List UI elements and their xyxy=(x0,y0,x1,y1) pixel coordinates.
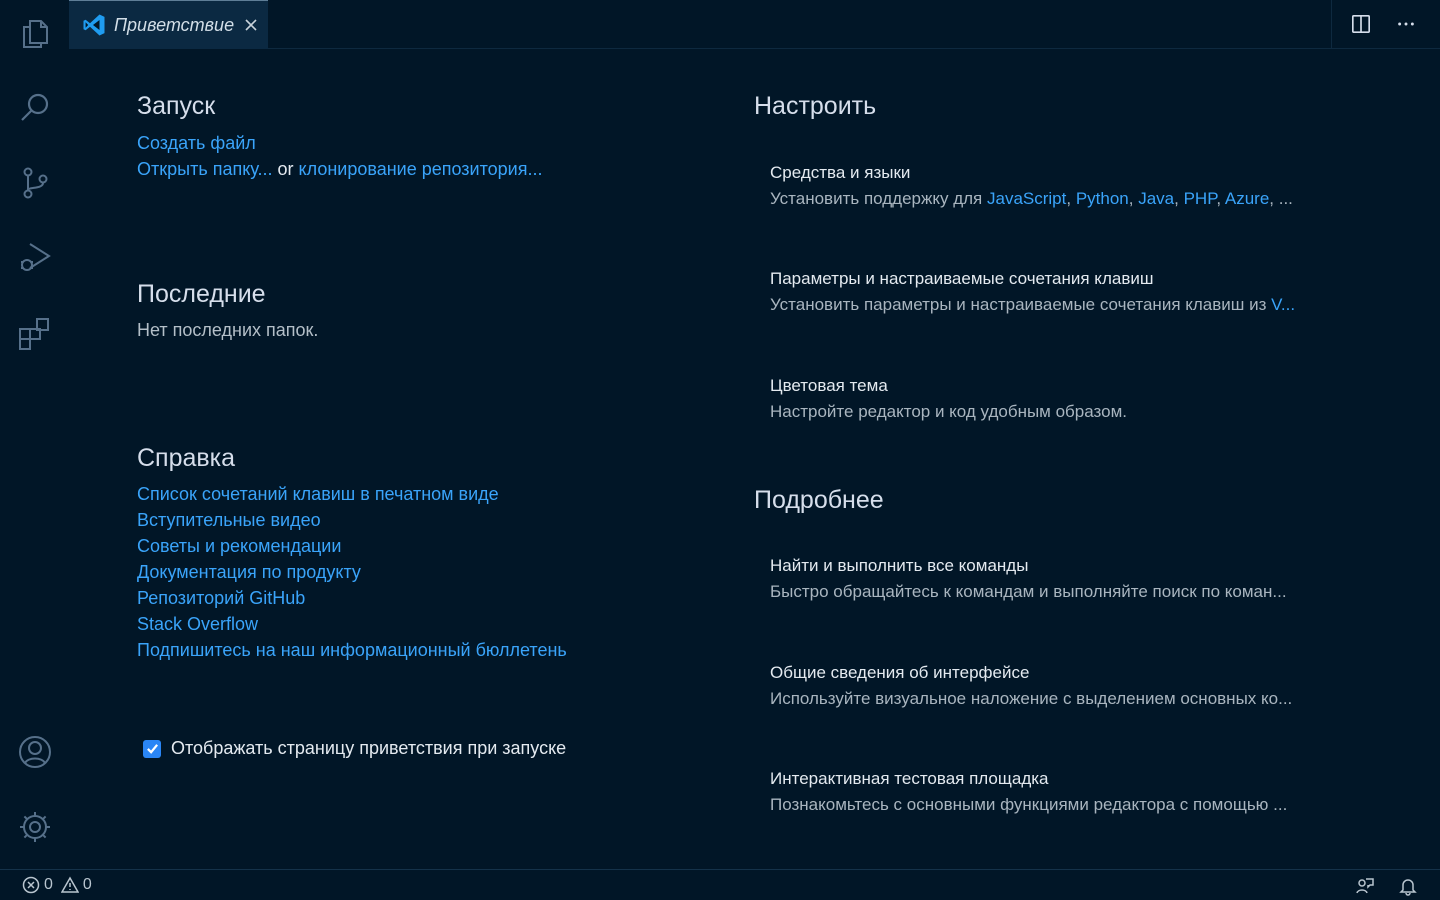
help-link-docs[interactable]: Документация по продукту xyxy=(137,562,361,582)
tab-welcome[interactable] xyxy=(69,0,268,49)
help-title: Справка xyxy=(137,444,236,472)
learn-title: Подробнее xyxy=(754,486,884,514)
search-icon[interactable] xyxy=(0,84,69,132)
notifications-bell-icon[interactable] xyxy=(1398,876,1418,896)
lang-link-python[interactable]: Python xyxy=(1075,189,1129,208)
more-actions-icon[interactable] xyxy=(1395,13,1417,35)
show-welcome-on-startup[interactable] xyxy=(143,738,566,759)
help-link-shortcuts[interactable]: Список сочетаний клавиш в печатном виде xyxy=(137,484,499,504)
learn-card-interface[interactable] xyxy=(770,660,1370,712)
card-title: Найти и выполнить все команды xyxy=(770,556,1029,575)
customize-card-keybindings[interactable] xyxy=(770,266,1370,318)
help-links xyxy=(137,483,567,665)
clone-repo-link[interactable]: клонирование репозитория... xyxy=(298,159,543,179)
card-desc xyxy=(770,292,1370,318)
close-icon[interactable] xyxy=(244,18,258,32)
lang-link-azure[interactable]: Azure xyxy=(1224,189,1270,208)
learn-card-commands[interactable] xyxy=(770,553,1370,605)
explorer-icon[interactable] xyxy=(0,10,69,58)
card-title: Интерактивная тестовая площадка xyxy=(770,769,1049,788)
error-icon xyxy=(22,876,40,894)
activity-bar xyxy=(0,0,69,869)
open-folder-link[interactable]: Открыть папку... xyxy=(137,159,273,179)
status-bar xyxy=(0,869,1440,900)
card-title: Средства и языки xyxy=(770,163,911,182)
card-desc-suffix: , ... xyxy=(1269,189,1293,208)
card-title: Параметры и настраиваемые сочетания клавиш xyxy=(770,269,1154,288)
card-desc: Быстро обращайтесь к командам и выполняйте поиск по коман... xyxy=(770,582,1287,601)
lang-link-javascript[interactable]: JavaScript xyxy=(986,189,1067,208)
start-title: Запуск xyxy=(137,92,216,120)
lang-link-java[interactable]: Java xyxy=(1138,189,1175,208)
customize-card-theme[interactable] xyxy=(770,373,1370,425)
split-editor-icon[interactable] xyxy=(1350,13,1372,35)
new-file-link[interactable]: Создать файл xyxy=(137,133,256,153)
card-desc-prefix: Установить поддержку для xyxy=(770,189,987,208)
startup-checkbox[interactable] xyxy=(143,740,161,758)
problems-status[interactable] xyxy=(22,876,92,894)
card-desc: Используйте визуальное наложение с выделением основных ко... xyxy=(770,689,1293,708)
no-recent-text: Нет последних папок. xyxy=(137,320,319,340)
settings-gear-icon[interactable] xyxy=(0,803,69,851)
lang-link-php[interactable]: PHP xyxy=(1183,189,1217,208)
or-text: or xyxy=(277,159,294,179)
customize-title: Настроить xyxy=(754,92,877,120)
help-link-tips[interactable]: Советы и рекомендации xyxy=(137,536,342,556)
run-debug-icon[interactable] xyxy=(0,233,69,281)
help-link-stackoverflow[interactable]: Stack Overflow xyxy=(137,614,259,634)
warning-icon xyxy=(61,876,79,894)
card-desc: Настройте редактор и код удобным образом. xyxy=(770,402,1127,421)
feedback-icon[interactable] xyxy=(1355,876,1375,896)
extensions-icon[interactable] xyxy=(0,309,69,357)
vscode-logo-icon xyxy=(82,13,106,37)
source-control-icon[interactable] xyxy=(0,159,69,207)
startup-checkbox-label: Отображать страницу приветствия при запуске xyxy=(171,738,567,758)
card-title: Цветовая тема xyxy=(770,376,888,395)
editor-tab-bar xyxy=(69,0,1440,49)
customize-card-tools[interactable] xyxy=(770,160,1370,212)
warning-count: 0 xyxy=(82,876,92,893)
tab-label: Приветствие xyxy=(114,14,235,35)
card-title: Общие сведения об интерфейсе xyxy=(770,663,1030,682)
error-count: 0 xyxy=(44,876,53,893)
learn-card-playground[interactable] xyxy=(770,766,1370,818)
account-icon[interactable] xyxy=(0,728,69,776)
card-desc: Установить поддержку для JavaScript, Python, Java, PHP, Azure, ... xyxy=(770,189,1293,208)
help-link-github[interactable]: Репозиторий GitHub xyxy=(137,588,306,608)
card-desc: Познакомьтесь с основными функциями редактора с помощью ... xyxy=(770,795,1288,814)
help-link-newsletter[interactable]: Подпишитесь на наш информационный бюллетень xyxy=(137,640,567,660)
help-link-videos[interactable]: Вступительные видео xyxy=(137,510,321,530)
editor-actions xyxy=(1331,0,1440,49)
card-desc-prefix: Установить параметры и настраиваемые сочетания клавиш из xyxy=(770,295,1272,314)
keymap-link[interactable]: V... xyxy=(1271,295,1296,314)
welcome-page xyxy=(69,50,1440,868)
recent-title: Последние xyxy=(137,280,266,308)
